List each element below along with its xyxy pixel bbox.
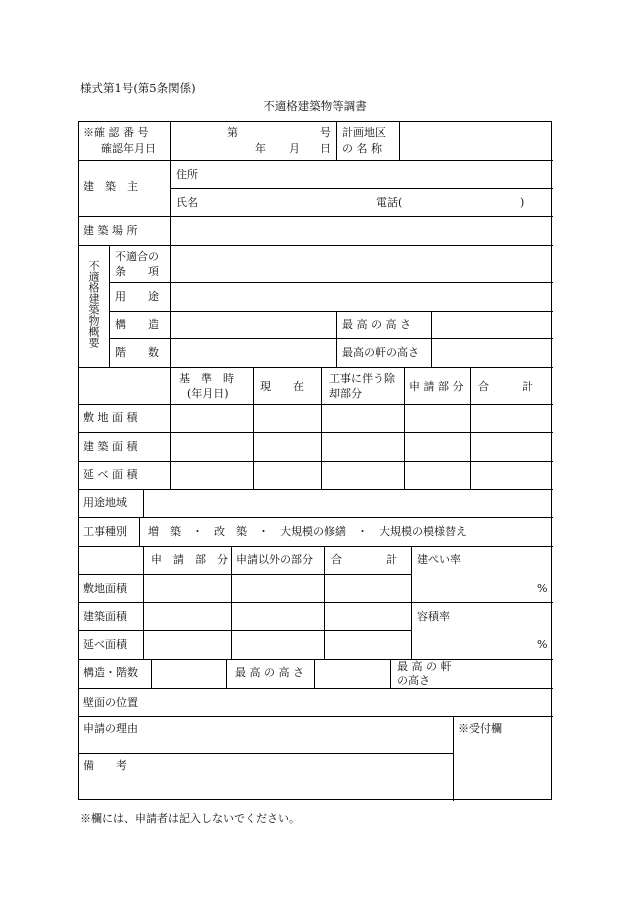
month-label: 月 xyxy=(289,142,300,155)
col-line xyxy=(336,122,337,160)
col-line xyxy=(314,659,315,688)
row-line xyxy=(79,517,553,518)
total-label: 合 計 xyxy=(478,380,533,393)
demolition-label-2: 却部分 xyxy=(329,387,362,400)
col-line xyxy=(453,716,454,801)
col-line xyxy=(431,311,432,367)
max-eave-label: 最高の軒の高さ xyxy=(342,346,419,359)
max-height-label-2: 最 高 の 高 さ xyxy=(235,666,304,679)
col-line xyxy=(404,367,405,489)
go-label: 号 xyxy=(320,126,331,139)
year-label: 年 xyxy=(255,142,266,155)
work-type-options: 増 築 ・ 改 築 ・ 大規模の修繕 ・ 大規模の模様替え xyxy=(148,525,467,538)
applied-part-label-2: 申 請 部 分 xyxy=(151,553,228,566)
row-line xyxy=(79,546,553,547)
col-line xyxy=(324,546,325,659)
row-line xyxy=(109,282,553,283)
coverage-label: 建ぺい率 xyxy=(417,553,461,566)
base-time-label-2: (年月日) xyxy=(187,387,229,400)
overview-vertical-label: 不適格建築物概要 xyxy=(87,260,100,348)
col-line xyxy=(170,367,171,489)
remarks-label: 備 考 xyxy=(83,759,127,772)
current-label: 現 在 xyxy=(260,380,304,393)
col-line xyxy=(170,245,171,367)
col-line xyxy=(321,367,322,489)
col-line xyxy=(139,517,140,546)
row-line xyxy=(109,311,553,312)
other-part-label: 申請以外の部分 xyxy=(236,553,313,566)
plan-area-name-label: の 名 称 xyxy=(342,142,382,155)
row-line xyxy=(79,630,411,631)
row-line xyxy=(79,216,553,217)
max-height-label: 最 高 の 高 さ xyxy=(342,318,411,331)
col-line xyxy=(470,367,471,489)
col-line xyxy=(253,367,254,489)
row-line xyxy=(79,432,553,433)
row-line xyxy=(79,688,553,689)
total-label-2: 合 計 xyxy=(331,553,397,566)
owner-label: 建 築 主 xyxy=(83,180,138,193)
noncompliant-label-1: 不適合の xyxy=(115,250,159,263)
footnote: ※欄には、申請者は記入しないでください。 xyxy=(80,812,300,825)
name-label: 氏名 xyxy=(176,196,198,209)
row-line xyxy=(79,160,553,161)
applied-part-label: 申 請 部 分 xyxy=(409,380,464,393)
row-line xyxy=(79,461,553,462)
row-line xyxy=(170,188,553,189)
phone-close-label: ) xyxy=(520,196,525,209)
floors-label: 階 数 xyxy=(115,346,159,359)
col-line xyxy=(411,546,412,659)
far-label: 容積率 xyxy=(417,610,450,623)
col-line xyxy=(336,311,337,367)
col-line xyxy=(151,659,152,688)
col-line xyxy=(143,489,144,517)
dai-label: 第 xyxy=(227,126,238,139)
row-line xyxy=(79,753,453,754)
far-percent: % xyxy=(537,638,548,651)
row-line xyxy=(79,574,411,575)
plan-area-label: 計画地区 xyxy=(342,126,386,139)
confirm-number-label: ※確 認 番 号 xyxy=(83,126,149,139)
confirm-date-label: 確認年月日 xyxy=(101,142,156,155)
row-line xyxy=(79,489,553,490)
form-number: 様式第1号(第5条関係) xyxy=(80,81,196,95)
site-location-label: 建 築 場 所 xyxy=(83,224,138,237)
col-line xyxy=(143,546,144,659)
site-area-label: 敷 地 面 積 xyxy=(83,411,138,424)
floor-area-label-2: 延べ面積 xyxy=(83,638,127,651)
building-area-label-2: 建築面積 xyxy=(83,610,127,623)
col-line xyxy=(170,122,171,245)
document-title: 不適格建築物等調書 xyxy=(263,99,367,113)
row-line xyxy=(109,338,553,339)
row-line xyxy=(79,602,553,603)
col-line xyxy=(226,659,227,688)
structure-label: 構 造 xyxy=(115,318,159,331)
max-eave-label-2a: 最 高 の 軒 xyxy=(397,660,452,673)
zoning-label: 用途地域 xyxy=(83,496,127,509)
row-line xyxy=(79,245,553,246)
noncompliant-label-2: 条 項 xyxy=(115,265,159,278)
row-line xyxy=(79,367,553,368)
reception-label: ※受付欄 xyxy=(458,722,502,735)
col-line xyxy=(399,122,400,160)
row-line xyxy=(79,404,553,405)
base-time-label-1: 基 準 時 xyxy=(179,372,234,385)
building-area-label: 建 築 面 積 xyxy=(83,440,138,453)
coverage-percent: % xyxy=(537,582,548,595)
use-label: 用 途 xyxy=(115,290,159,303)
demolition-label-1: 工事に伴う除 xyxy=(329,372,395,385)
col-line xyxy=(109,245,110,367)
day-label: 日 xyxy=(320,142,331,155)
max-eave-label-2b: の高さ xyxy=(397,674,430,687)
reason-label: 申請の理由 xyxy=(83,722,138,735)
floor-area-label: 延 べ 面 積 xyxy=(83,468,138,481)
structure-floors-label: 構造・階数 xyxy=(83,666,138,679)
address-label: 住所 xyxy=(176,168,198,181)
wall-position-label: 壁面の位置 xyxy=(83,696,138,709)
row-line xyxy=(79,716,553,717)
work-type-label: 工事種別 xyxy=(83,525,127,538)
form-table xyxy=(78,121,552,800)
col-line xyxy=(231,546,232,659)
site-area-label-2: 敷地面積 xyxy=(83,582,127,595)
phone-label: 電話( xyxy=(376,196,403,209)
col-line xyxy=(390,659,391,688)
